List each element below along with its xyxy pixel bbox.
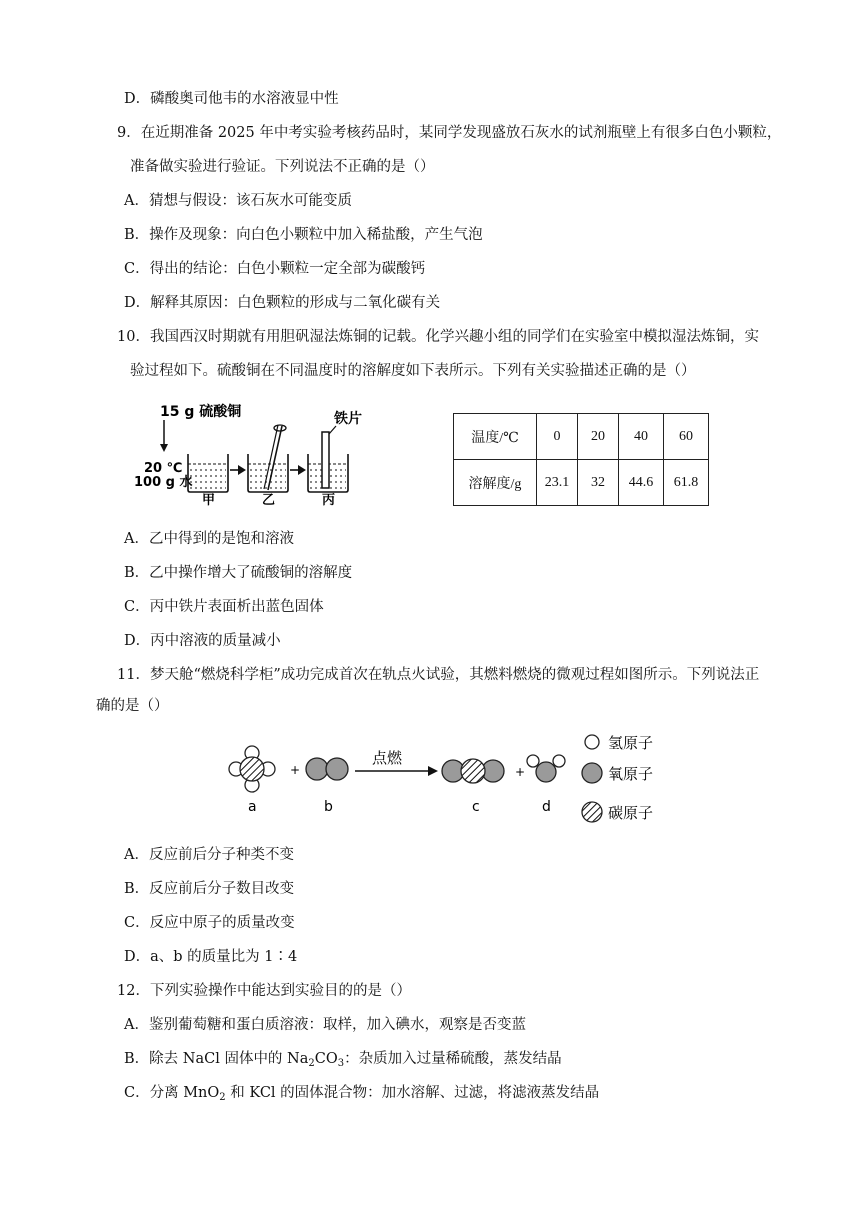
label-beaker-bing: 丙 [322, 493, 336, 508]
label-temperature: 20 ℃ [144, 461, 183, 476]
table-cell: 20 [578, 414, 619, 460]
table-cell: 23.1 [537, 460, 578, 506]
q9-stem-line2: 准备做实验进行验证。下列说法不正确的是（） [130, 159, 435, 175]
legend-hydrogen-icon [585, 735, 599, 749]
reaction-arrow [355, 766, 438, 776]
label-c: c [472, 799, 480, 815]
label-copper-sulfate: 15 g 硫酸铜 [160, 404, 242, 420]
q9-option-c: C．得出的结论：白色小颗粒一定全部为碳酸钙 [124, 261, 426, 277]
beaker-jia [188, 454, 228, 492]
label-d: d [542, 799, 551, 815]
q12-option-b [124, 1049, 562, 1069]
legend-oxygen-icon [582, 763, 602, 783]
plus-sign-1: + [290, 763, 301, 777]
q11-option-b: B．反应前后分子数目改变 [124, 881, 295, 897]
q12-option-a: A．鉴别葡萄糖和蛋白质溶液：取样，加入碘水，观察是否变蓝 [124, 1017, 526, 1033]
q9-option-d: D．解释其原因：白色颗粒的形成与二氧化碳有关 [124, 295, 441, 311]
q9-option-a: A．猜想与假设：该石灰水可能变质 [124, 193, 352, 209]
q10-stem-line1: 10．我国西汉时期就有用胆矾湿法炼铜的记载。化学兴趣小组的同学们在实验室中模拟湿法炼铜，实 [117, 329, 759, 345]
molecule-d [527, 755, 565, 782]
molecule-c [442, 759, 504, 783]
table-cell: 60 [664, 414, 709, 460]
subscript: 2 [219, 1092, 226, 1103]
plus-sign-2: + [515, 765, 526, 779]
q12-option-b-suffix: ：杂质加入过量稀硫酸，蒸发结晶 [344, 1051, 562, 1067]
q10-option-c: C．丙中铁片表面析出蓝色固体 [124, 599, 324, 615]
legend-hydrogen: 氢原子 [608, 734, 654, 752]
q11-option-d: D．a、b 的质量比为 1∶4 [124, 949, 298, 965]
table-header-solubility: 溶解度/g [454, 460, 537, 506]
table-cell: 40 [619, 414, 664, 460]
q10-option-a: A．乙中得到的是饱和溶液 [124, 531, 294, 547]
label-beaker-jia: 甲 [202, 493, 216, 508]
q12-option-b-mid: CO [314, 1051, 338, 1067]
label-water: 100 g 水 [134, 475, 193, 490]
q9-stem-line1: 9．在近期准备 2025 年中考实验考核药品时，某同学发现盛放石灰水的试剂瓶壁上有很多白色小颗粒， [117, 125, 782, 141]
arrow-label-ignite: 点燃 [372, 749, 403, 767]
legend [582, 734, 653, 822]
molecule-a [229, 746, 275, 792]
q11-reaction-figure [220, 727, 690, 827]
legend-carbon: 碳原子 [608, 804, 654, 822]
q11-option-c: C．反应中原子的质量改变 [124, 915, 295, 931]
legend-oxygen: 氧原子 [608, 765, 654, 783]
legend-carbon-icon [582, 802, 602, 822]
subscript: 2 [308, 1058, 315, 1069]
table-header-temperature: 温度/℃ [454, 414, 537, 460]
q10-option-d: D．丙中溶液的质量减小 [124, 633, 281, 649]
subscript: 3 [337, 1058, 345, 1069]
label-iron-plate: 铁片 [334, 411, 362, 427]
table-cell: 0 [537, 414, 578, 460]
table-cell: 61.8 [664, 460, 709, 506]
molecule-b [306, 758, 348, 780]
beaker-bing [308, 426, 348, 492]
table-row [454, 460, 709, 506]
q8-option-d: D．磷酸奥司他韦的水溶液显中性 [124, 91, 339, 107]
table-row [454, 414, 709, 460]
q9-option-b: B．操作及现象：向白色小颗粒中加入稀盐酸，产生气泡 [124, 227, 483, 243]
q11-stem-line2: 确的是（） [96, 698, 169, 714]
label-beaker-yi: 乙 [262, 493, 276, 508]
q11-option-a: A．反应前后分子种类不变 [124, 847, 294, 863]
table-cell: 44.6 [619, 460, 664, 506]
q11-stem-line1: 11．梦天舱“燃烧科学柜”成功完成首次在轨点火试验，其燃料燃烧的微观过程如图所示。下列说法正 [117, 667, 760, 683]
beaker-yi [248, 425, 288, 492]
q12-option-c [124, 1083, 599, 1103]
q10-experiment-figure [130, 398, 380, 508]
solubility-table [453, 413, 709, 506]
q12-stem: 12．下列实验操作中能达到实验目的的是（） [117, 983, 411, 999]
q12-option-c-prefix: C．分离 MnO [124, 1085, 220, 1101]
q10-option-b: B．乙中操作增大了硫酸铜的溶解度 [124, 565, 353, 581]
q12-option-b-prefix: B．除去 NaCl 固体中的 Na [124, 1051, 309, 1067]
table-cell: 32 [578, 460, 619, 506]
label-a: a [248, 799, 257, 815]
q12-option-c-suffix: 和 KCl 的固体混合物：加水溶解、过滤，将滤液蒸发结晶 [225, 1085, 600, 1101]
q10-stem-line2: 验过程如下。硫酸铜在不同温度时的溶解度如下表所示。下列有关实验描述正确的是（） [130, 363, 696, 379]
label-b: b [324, 799, 333, 815]
